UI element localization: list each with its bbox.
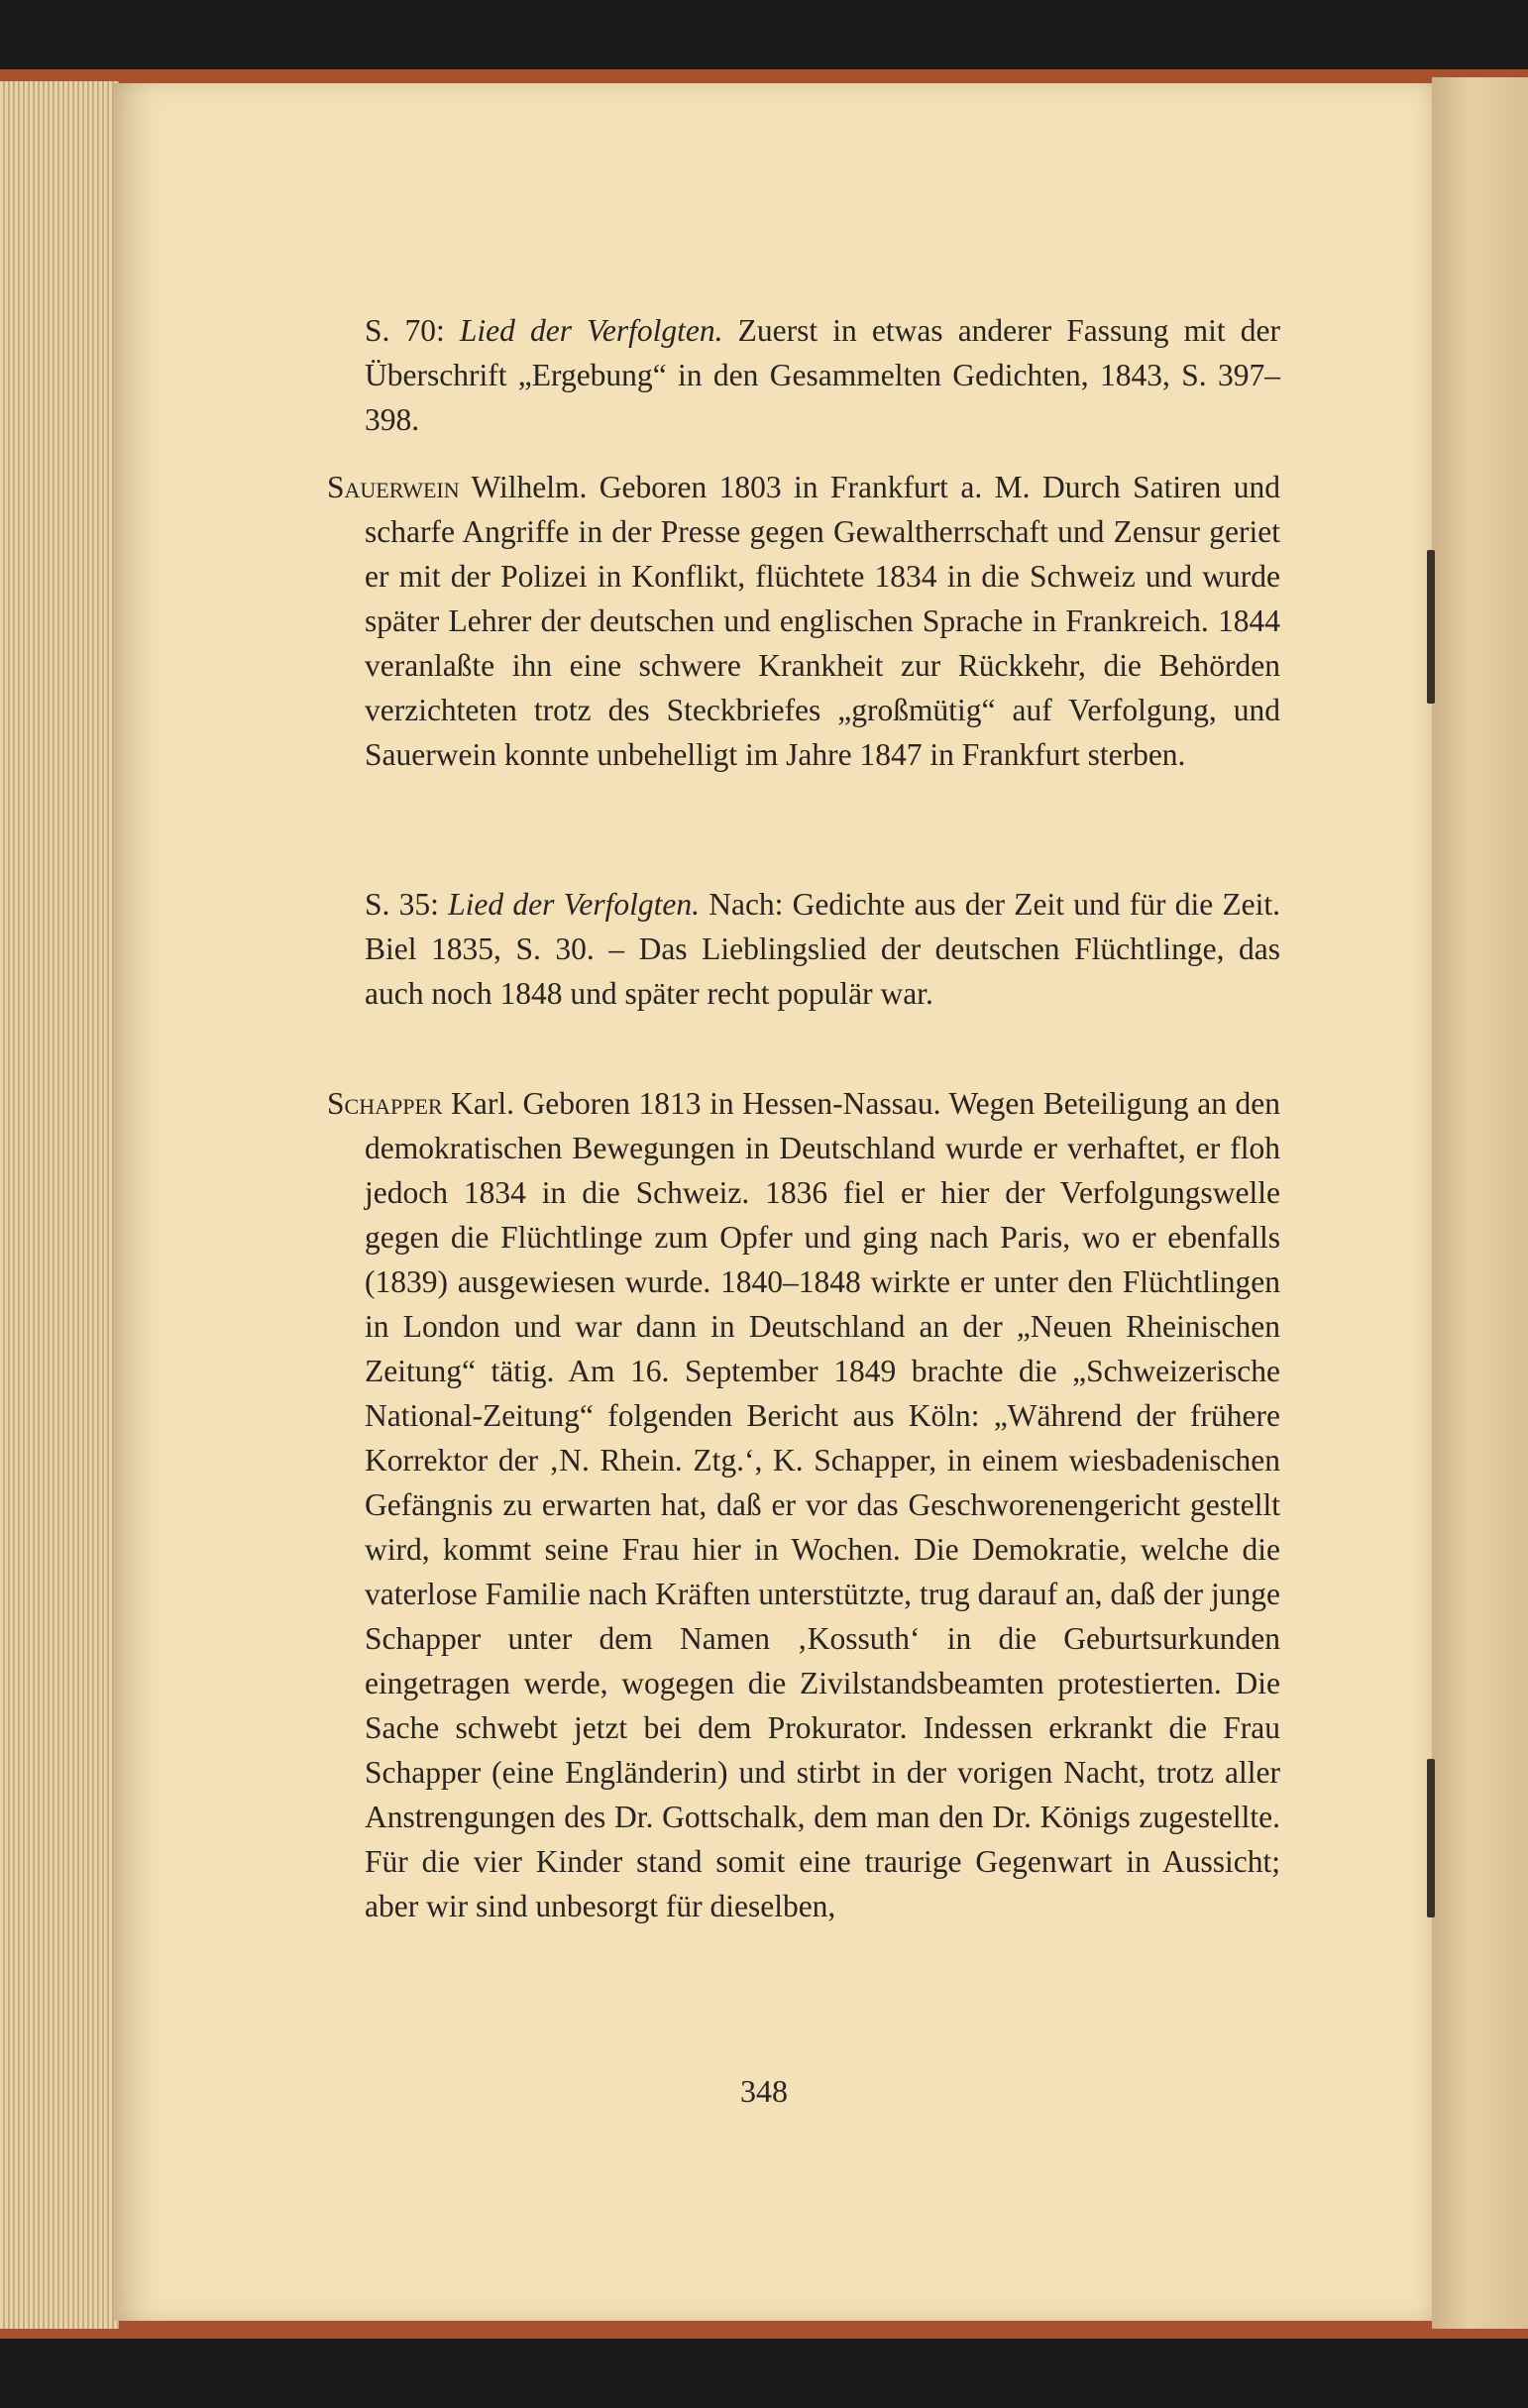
author-name: Sauerwein: [327, 469, 460, 504]
biography-entry: [327, 465, 1280, 777]
poem-title: Lied der Verfolgten.: [448, 886, 700, 922]
page-number: 348: [740, 2073, 788, 2109]
note-paragraph: [365, 882, 1280, 1016]
note-text: Nach: Gedichte aus der Zeit und für die Zeit. Biel 1835, S. 30. – Das Lieblingslied der deutschen Flüchtlinge, das auch noch 1848 und später recht populär war.: [365, 886, 1281, 1011]
biography-text: Wilhelm. Geboren 1803 in Frankfurt a. M. Durch Satiren und scharfe Angriffe in der Presse gegen Gewaltherrschaft und Zensur geriet er mit der Polizei in Konflikt, flüchtete 1834 in die Schweiz und wurde später Lehrer der deutschen und englischen Sprache in Frankreich. 1844 veranlaßte ihn eine schwere Krankheit zur Rückkehr, die Behörden verzichteten trotz des Steckbriefes „großmütig“ auf Verfolgung, und Sauerwein konnte unbehelligt im Jahre 1847 in Frankfurt sterben.: [365, 469, 1280, 772]
note-text: Zuerst in etwas anderer Fassung mit der Überschrift „Ergebung“ in den Gesammelten Gedichten, 1843, S. 397–398.: [365, 312, 1280, 437]
note-paragraph: [365, 308, 1280, 442]
author-name: Schapper: [327, 1085, 443, 1121]
note-reference: S. 70:: [365, 312, 445, 348]
biography-text: Karl. Geboren 1813 in Hessen-Nassau. Wegen Beteiligung an den demokratischen Bewegungen in Deutschland wurde er verhaftet, er floh jedoch 1834 in die Schweiz. 1836 fiel er hier der Verfolgungswelle gegen die Flüchtlinge zum Opfer und ging nach Paris, wo er ebenfalls (1839) ausgewiesen wurde. 1840–1848 wirkte er unter den Flüchtlingen in London und war dann in Deutschland an der „Neuen Rheinischen Zeitung“ tätig. Am 16. September 1849 brachte die „Schweizerische National-Zeitung“ folgenden Bericht aus Köln: „Während der frühere Korrektor der ‚N. Rhein. Ztg.‘, K. Schapper, in einem wiesbadenischen Gefängnis zu erwarten hat, daß er vor das Geschworenengericht gestellt wird, kommt seine Frau hier in Wochen. Die Demokratie, welche die vaterlose Familie nach Kräften unterstützte, trug darauf an, daß der junge Schapper unter dem Namen ‚Kossuth‘ in die Geburtsurkunden eingetragen werde, wogegen die Zivilstandsbeamten protestierten. Die Sache schwebt jetzt bei dem Prokurator. Indessen erkrankt die Frau Schapper (eine Engländerin) und stirbt in der vorigen Nacht, trotz aller Anstrengungen des Dr. Gottschalk, dem man den Dr. Königs zugestellte. Für die vier Kinder stand somit eine traurige Gegenwart in Aussicht; aber wir sind unbesorgt für dieselben,: [365, 1085, 1280, 1923]
poem-title: Lied der Verfolgten.: [459, 312, 723, 348]
note-reference: S. 35:: [365, 886, 439, 922]
biography-entry: [327, 1081, 1280, 1928]
